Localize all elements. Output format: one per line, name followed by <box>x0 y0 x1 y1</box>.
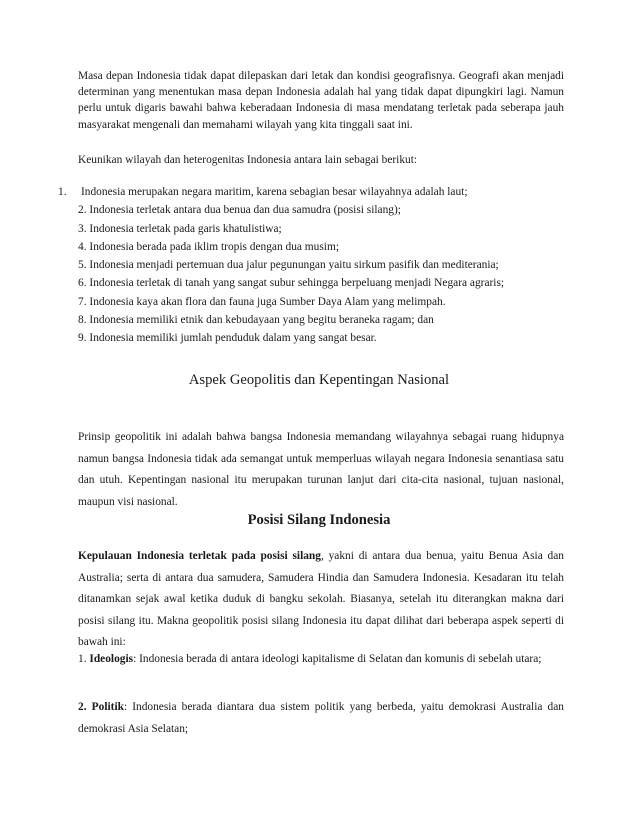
posisi-bold-lead: Kepulauan Indonesia terletak pada posisi silang <box>78 550 321 562</box>
posisi-heading: Posisi Silang Indonesia <box>247 512 391 528</box>
list-item-text: Indonesia terletak antara dua benua dan dua samudra (posisi silang); <box>89 204 401 217</box>
list-item-number: 8. <box>78 314 87 327</box>
characteristics-list <box>0 183 600 348</box>
ideologis-label: Ideologis <box>89 653 134 665</box>
list-item-number: 3. <box>78 222 87 235</box>
posisi-paragraph-text: , yakni di antara dua benua, yaitu Benua Asia dan Australia; serta di antara dua samudera, Samudera Hindia dan Samudera Indonesia. Kesadaran itu telah ditanamkan sejak awal ketika duduk di bangku sekolah. Biasanya, setelah itu diterangkan makna dari posisi silang itu. Makna geopolitik posisi silang Indonesia itu dapat dilihat dari beberapa aspek seperti di bawah ini: <box>78 550 564 649</box>
list-item-number: 7. <box>78 295 87 308</box>
list-item-text: Indonesia terletak di tanah yang sangat subur sehingga berpeluang menjadi Negara agraris; <box>89 277 505 290</box>
list-item <box>0 183 600 201</box>
politik-label: 2. Politik <box>78 701 124 713</box>
list-item <box>0 201 600 219</box>
list-item-number: 6. <box>78 277 87 290</box>
aspek-paragraph: Prinsip geopolitik ini adalah bahwa bangsa Indonesia memandang wilayahnya sebagai ruang hidupnya namun bangsa Indonesia tidak ada semangat untuk memperluas wilayah negara Indonesia senantiasa satu dan utuh. Kepentingan nasional itu merupakan turunan lanjut dari cita-cita nasional, tujuan nasional, maupun visi nasional. <box>78 431 564 508</box>
list-item <box>0 274 600 292</box>
list-item <box>0 293 600 311</box>
politik-paragraph <box>78 697 564 740</box>
politik-text: : Indonesia berada diantara dua sistem politik yang berbeda, yaitu demokrasi Australia dan demokrasi Asia Selatan; <box>78 701 564 735</box>
list-item <box>0 220 600 238</box>
list-item <box>0 329 600 347</box>
list-item-number: 9. <box>78 332 87 345</box>
list-item-text: Indonesia memiliki jumlah penduduk dalam yang sangat besar. <box>89 332 377 345</box>
list-item <box>0 256 600 274</box>
list-lead-text: Keunikan wilayah dan heterogenitas Indonesia antara lain sebagai berikut: <box>78 154 418 166</box>
intro-paragraph: Masa depan Indonesia tidak dapat dilepaskan dari letak dan kondisi geografisnya. Geografi akan menjadi determinan yang menentukan masa depan Indonesia adalah hal yang tidak dapat dipungkiri lagi. Namun perlu untuk digaris bawahi bahwa keberadaan Indonesia di masa mendatang terletak pada seberapa jauh masyarakat mengenali dan memahami wilayah yang kita tinggali saat ini. <box>78 70 564 131</box>
posisi-paragraph <box>78 546 564 654</box>
ideologis-text: : Indonesia berada di antara ideologi kapitalisme di Selatan dan komunis di sebelah utara; <box>133 653 542 665</box>
list-item-text: Indonesia kaya akan flora dan fauna juga Sumber Daya Alam yang melimpah. <box>89 295 446 308</box>
list-item-text: Indonesia menjadi pertemuan dua jalur pegunungan yaitu sirkum pasifik dan mediterania; <box>89 259 499 272</box>
list-item-number: 2. <box>78 204 87 217</box>
list-item-text: Indonesia terletak pada garis khatulistiwa; <box>89 222 282 235</box>
list-item <box>0 238 600 256</box>
list-item-text: Indonesia memiliki etnik dan kebudayaan yang begitu beraneka ragam; dan <box>89 314 434 327</box>
list-item <box>0 311 600 329</box>
list-item-text: Indonesia berada pada iklim tropis dengan dua musim; <box>89 240 339 253</box>
list-item-text: Indonesia merupakan negara maritim, karena sebagian besar wilayahnya adalah laut; <box>81 186 468 198</box>
aspek-heading: Aspek Geopolitis dan Kepentingan Nasional <box>188 372 450 388</box>
ideologis-paragraph <box>78 649 564 671</box>
list-item-number: 4. <box>78 240 87 253</box>
list-item-number: 5. <box>78 259 87 272</box>
list-item-number: 1. <box>58 186 67 198</box>
ideologis-number: 1. <box>78 653 87 665</box>
